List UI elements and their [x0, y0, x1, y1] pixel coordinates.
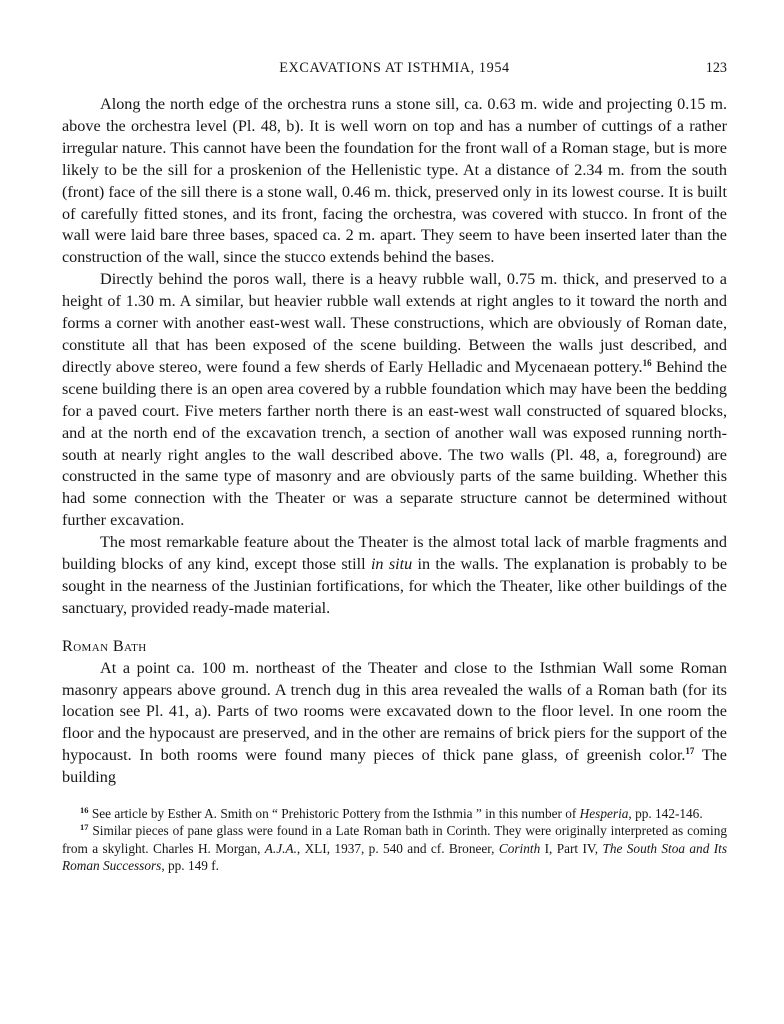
- page: [62, 58, 727, 874]
- footnote-16: $^{16}$ See article by Esther A. Smith on “ Prehistoric Pottery from the Isthmia ” in this number of Hesperia, pp. 142-146.: [80, 805, 703, 822]
- paragraph-marble-fragments: The most remarkable feature about the Theater is the almost total lack of marble fragments and building blocks of any kind, except those still in situ in the walls. The explanation is probably to be sought in the nearness of the Justinian fortifications, for which the Theater, like other buildings of the sanctuary, provided ready-made material.: [62, 533, 728, 617]
- footnote-17: $^{17}$ Similar pieces of pane glass were found in a Late Roman bath in Corinth. They were originally interpreted as coming from a skylight. Charles H. Morgan, A.J.A., XLI, 1937, p. 540 and cf. Broneer, Corinth I, Part IV, The South Stoa and Its Roman Successors, pp. 149 f.: [62, 822, 728, 873]
- section-heading-roman-bath: Roman Bath: [62, 636, 147, 655]
- body-text: [62, 94, 727, 789]
- running-head: [62, 58, 727, 82]
- paragraph-roman-bath: At a point ca. 100 m. northeast of the Theater and close to the Isthmian Wall some Roman masonry appears above ground. A trench dug in this area revealed the walls of a Roman bath (for its location see Pl. 41, a). Parts of two rooms were excavated down to the floor level. In one room the floor and the hypocaust are preserved, and in the other are remains of brick piers for the support of the hypocaust. In both rooms were found many pieces of thick pane glass, of greenish color.$^{17}$ The building: [62, 658, 727, 787]
- footnote-ref-16[interactable]: 16: [642, 357, 652, 368]
- footnotes: [62, 805, 727, 874]
- paragraph-scene-building: Directly behind the poros wall, there is a heavy rubble wall, 0.75 m. thick, and preserved to a height of 1.30 m. A similar, but heavier rubble wall extends at right angles to it toward the north and forms a corner with another east-west wall. These constructions, which are obviously of Roman date, constitute all that has been exposed of the scene building. Between the walls just described, and directly above stereo, were found a few sherds of Early Helladic and Mycenaean pottery.$^{16}$ Behind the scene building there is an open area covered by a rubble foundation which may have been the bedding for a paved court. Five meters farther north there is an east-west wall constructed of squared blocks, and at the north end of the excavation trench, a section of another wall was exposed running north-south at nearly right angles to the wall described above. The two walls (Pl. 48, a, foreground) are constructed in the same type of masonry and are obviously parts of the same building. Whether this had some connection with the Theater or was a separate structure cannot be determined without further excavation.: [62, 270, 727, 530]
- footnote-ref-17[interactable]: 17: [685, 746, 695, 757]
- paragraph-orchestra-sill: Along the north edge of the orchestra runs a stone sill, ca. 0.63 m. wide and projecting 0.15 m. above the orchestra level (Pl. 48, b). It is well worn on top and has a number of cuttings of a rather irregular nature. This cannot have been the foundation for the front wall of a Roman stage, but is more likely to be the sill for a proskenion of the Hellenistic type. At a distance of 2.34 m. from the south (front) face of the sill there is a stone wall, 0.46 m. thick, preserved only in its lowest course. It is built of carefully fitted stones, and its front, facing the orchestra, was covered with stucco. In front of the wall were laid bare three bases, spaced ca. 2 m. apart. They seem to have been inserted later than the construction of the wall, since the stucco extends behind the bases.: [62, 95, 727, 267]
- footnote-number-17: 17: [80, 822, 89, 833]
- running-head-title: EXCAVATIONS AT ISTHMIA, 1954: [279, 60, 510, 76]
- page-number: 123: [705, 60, 727, 76]
- footnote-number-16: 16: [80, 805, 89, 816]
